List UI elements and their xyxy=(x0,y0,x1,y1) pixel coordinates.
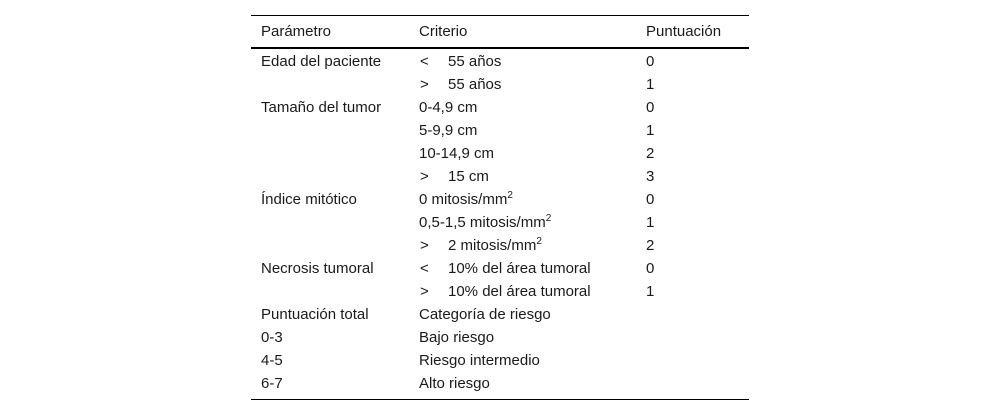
risk-header-row xyxy=(251,303,749,326)
criterion-cell xyxy=(419,119,644,142)
score-cell: 0 xyxy=(646,53,655,70)
criterion-cell xyxy=(419,165,644,188)
header-score: Puntuación xyxy=(646,23,722,40)
parameter-cell xyxy=(251,211,419,234)
risk-total-cell: 4-5 xyxy=(261,352,283,369)
score-cell: 1 xyxy=(646,122,655,139)
score-cell: 3 xyxy=(646,168,655,185)
superscript: 2 xyxy=(536,236,542,247)
header-criterion: Criterio xyxy=(419,23,468,40)
criterion-text: 10-14,9 cm xyxy=(419,145,495,162)
operator: > xyxy=(420,168,429,185)
risk-total-cell: 0-3 xyxy=(261,329,283,346)
score-cell: 0 xyxy=(646,99,655,116)
criterion-cell xyxy=(419,234,644,257)
superscript: 2 xyxy=(545,213,552,224)
operator: < xyxy=(420,53,429,70)
table-row xyxy=(251,73,749,96)
risk-category-cell: Riesgo intermedio xyxy=(419,352,540,369)
score-cell: 1 xyxy=(646,214,655,231)
table-row xyxy=(251,165,749,188)
criterion-text: 55 años xyxy=(448,53,502,70)
table-row xyxy=(251,50,749,73)
operator: < xyxy=(420,260,429,277)
operator: > xyxy=(420,237,429,254)
parameter-cell xyxy=(251,280,419,303)
score-cell: 0 xyxy=(646,260,655,277)
risk-row xyxy=(251,372,749,395)
risk-row xyxy=(251,349,749,372)
score-cell: 1 xyxy=(646,76,655,93)
parameter-cell xyxy=(251,73,419,96)
table-row xyxy=(251,280,749,303)
risk-category-header: Categoría de riesgo xyxy=(419,306,551,323)
criterion-cell xyxy=(419,257,644,280)
table-row xyxy=(251,142,749,165)
score-cell: 1 xyxy=(646,283,655,300)
criterion-cell xyxy=(419,50,644,73)
operator: > xyxy=(420,283,429,300)
criterion-text: 2 mitosis/mm xyxy=(448,237,537,254)
criterion-cell xyxy=(419,280,644,303)
parameter-cell xyxy=(251,142,419,165)
operator: > xyxy=(420,76,429,93)
risk-row xyxy=(251,326,749,349)
criterion-text: 5-9,9 cm xyxy=(419,122,478,139)
criterion-text: 10% del área tumoral xyxy=(448,260,591,277)
score-cell: 2 xyxy=(646,145,655,162)
header-parameter: Parámetro xyxy=(261,23,332,40)
parameter-cell xyxy=(251,165,419,188)
criterion-text: 55 años xyxy=(448,76,502,93)
table-row xyxy=(251,211,749,234)
table-row xyxy=(251,96,749,119)
table-header-row xyxy=(251,16,749,47)
risk-total-header: Puntuación total xyxy=(261,306,369,323)
table-row xyxy=(251,257,749,280)
risk-category-cell: Bajo riesgo xyxy=(419,329,495,346)
table-row xyxy=(251,119,749,142)
parameter-cell xyxy=(251,234,419,257)
criterion-text: 15 cm xyxy=(448,168,489,185)
table-row xyxy=(251,188,749,211)
parameter-cell: Tamaño del tumor xyxy=(261,99,382,116)
table-body xyxy=(251,49,749,399)
criterion-text: 0-4,9 cm xyxy=(419,99,478,116)
criterion-text: 0,5-1,5 mitosis/mm xyxy=(419,214,546,231)
risk-category-cell: Alto riesgo xyxy=(419,375,490,392)
parameter-cell: Índice mitótico xyxy=(261,191,357,208)
criterion-text: 0 mitosis/mm xyxy=(419,191,508,208)
parameter-cell: Edad del paciente xyxy=(261,53,382,70)
criterion-cell xyxy=(419,211,644,234)
table-bottom-rule xyxy=(251,399,749,400)
criterion-cell xyxy=(419,73,644,96)
criterion-cell xyxy=(419,96,644,119)
scoring-table xyxy=(251,15,749,400)
parameter-cell xyxy=(251,119,419,142)
criterion-cell xyxy=(419,188,644,211)
criterion-cell xyxy=(419,142,644,165)
score-cell: 0 xyxy=(646,191,655,208)
parameter-cell: Necrosis tumoral xyxy=(261,260,374,277)
table-row xyxy=(251,234,749,257)
risk-total-cell: 6-7 xyxy=(261,375,283,392)
score-cell: 2 xyxy=(646,237,655,254)
superscript: 2 xyxy=(507,190,513,201)
criterion-text: 10% del área tumoral xyxy=(448,283,591,300)
